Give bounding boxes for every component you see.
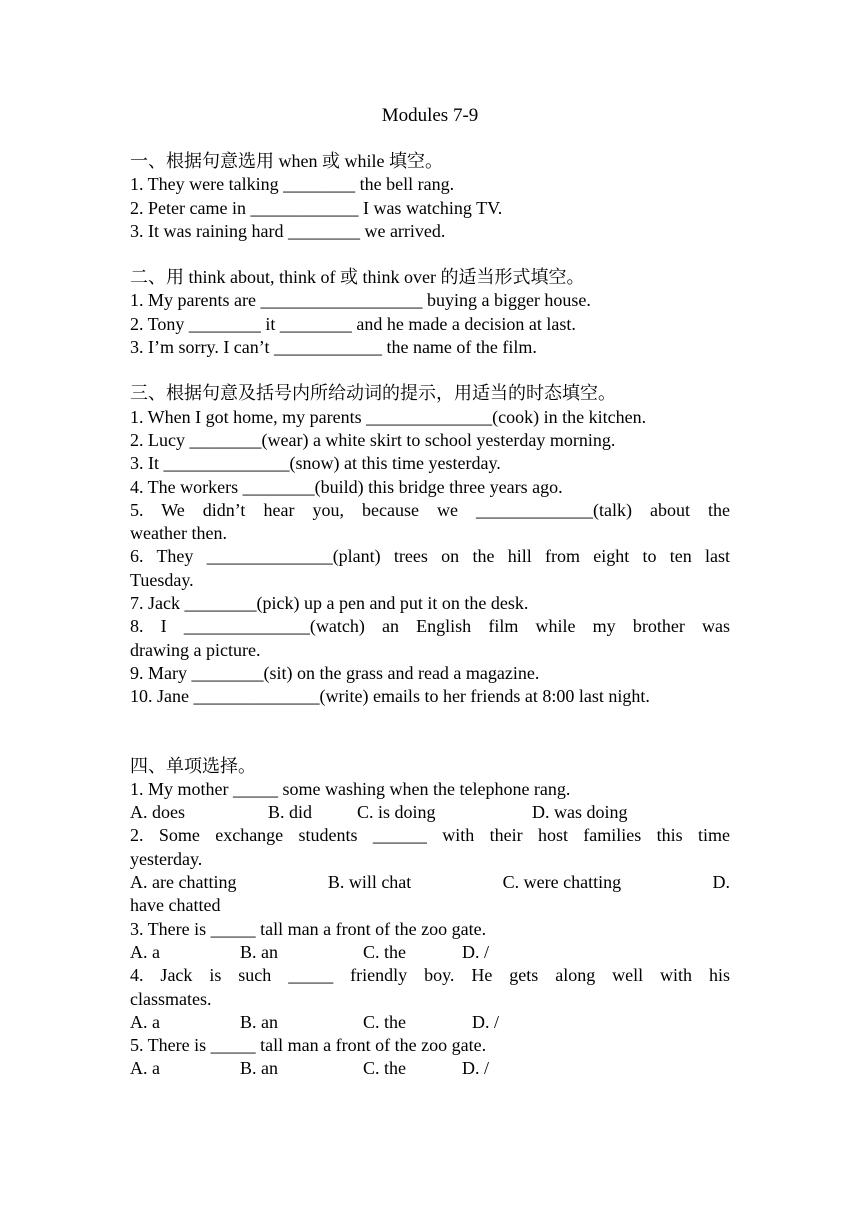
- s3-item-3: 3. It ______________(snow) at this time yesterday.: [130, 453, 501, 474]
- s3-item-2: 2. Lucy ________(wear) a white skirt to school yesterday morning.: [130, 429, 616, 450]
- option-b: B. an: [240, 1011, 278, 1032]
- s4-q1-options: [130, 801, 730, 824]
- s3-item-6-line-2: Tuesday.: [130, 569, 194, 590]
- s2-item-1: 1. My parents are __________________ buying a bigger house.: [130, 290, 591, 311]
- s4-question-2-line-1: 2. Some exchange students ______ with their host families this time: [130, 825, 730, 846]
- option-b: B. an: [240, 1058, 278, 1079]
- s4-q3-options: [130, 941, 730, 964]
- option-c: C. were chatting: [502, 872, 622, 893]
- s1-item-1: 1. They were talking ________ the bell rang.: [130, 174, 455, 195]
- s1-item-2: 2. Peter came in ____________ I was watching TV.: [130, 197, 503, 218]
- s4-q2-option-d-text: have chatted: [130, 895, 221, 916]
- option-c: C. the: [363, 941, 406, 962]
- s4-question-2-line-2: yesterday.: [130, 848, 203, 869]
- s3-item-5-line-1: 5. We didn’t hear you, because we _____________(talk) about the: [130, 499, 730, 520]
- option-d: D. /: [462, 1058, 489, 1079]
- option-a: A. a: [130, 1058, 160, 1079]
- s4-q2-options: [130, 871, 730, 894]
- option-b: B. will chat: [327, 872, 412, 893]
- option-b: B. did: [268, 802, 313, 823]
- s4-question-1: 1. My mother _____ some washing when the telephone rang.: [130, 778, 571, 799]
- option-c: C. the: [363, 1011, 406, 1032]
- s3-item-9: 9. Mary ________(sit) on the grass and read a magazine.: [130, 662, 540, 683]
- option-d: D. was doing: [532, 802, 628, 823]
- s4-q5-options: [130, 1057, 730, 1080]
- option-d: D.: [712, 872, 730, 893]
- s3-item-4: 4. The workers ________(build) this bridge three years ago.: [130, 476, 563, 497]
- s4-question-3: 3. There is _____ tall man a front of the zoo gate.: [130, 918, 487, 939]
- s4-question-5: 5. There is _____ tall man a front of the zoo gate.: [130, 1035, 487, 1056]
- s2-item-3: 3. I’m sorry. I can’t ____________ the name of the film.: [130, 337, 537, 358]
- s4-q4-options: [130, 1011, 730, 1034]
- s3-item-8-line-2: drawing a picture.: [130, 639, 261, 660]
- section-3-heading: 三、根据句意及括号内所给动词的提示，用适当的时态填空。: [130, 383, 616, 404]
- s2-item-2: 2. Tony ________ it ________ and he made a decision at last.: [130, 313, 576, 334]
- option-c: C. is doing: [357, 802, 436, 823]
- option-a: A. a: [130, 941, 160, 962]
- s3-item-5-line-2: weather then.: [130, 523, 227, 544]
- section-4-heading: 四、单项选择。: [130, 755, 256, 776]
- s3-item-10: 10. Jane ______________(write) emails to her friends at 8:00 last night.: [130, 686, 650, 707]
- section-1-heading: 一、根据句意选用 when 或 while 填空。: [130, 151, 443, 171]
- page-title: Modules 7-9: [381, 105, 479, 126]
- option-a: A. does: [130, 802, 185, 823]
- s3-item-6-line-1: 6. They ______________(plant) trees on the hill from eight to ten last: [130, 546, 730, 567]
- s3-item-1: 1. When I got home, my parents ______________(cook) in the kitchen.: [130, 406, 647, 427]
- option-a: A. are chatting: [130, 872, 237, 893]
- s3-item-7: 7. Jack ________(pick) up a pen and put it on the desk.: [130, 593, 529, 614]
- option-b: B. an: [240, 941, 278, 962]
- option-d: D. /: [462, 941, 489, 962]
- s3-item-8-line-1: 8. I ______________(watch) an English film while my brother was: [130, 616, 730, 637]
- option-d: D. /: [472, 1011, 499, 1032]
- s1-item-3: 3. It was raining hard ________ we arrived.: [130, 220, 446, 241]
- worksheet-body: [130, 150, 730, 1081]
- s4-question-4-line-2: classmates.: [130, 988, 212, 1009]
- section-2-heading: 二、用 think about, think of 或 think over 的适当形式填空。: [130, 267, 585, 288]
- s4-question-4-line-1: 4. Jack is such _____ friendly boy. He gets along well with his: [130, 965, 730, 986]
- option-a: A. a: [130, 1011, 160, 1032]
- option-c: C. the: [363, 1058, 406, 1079]
